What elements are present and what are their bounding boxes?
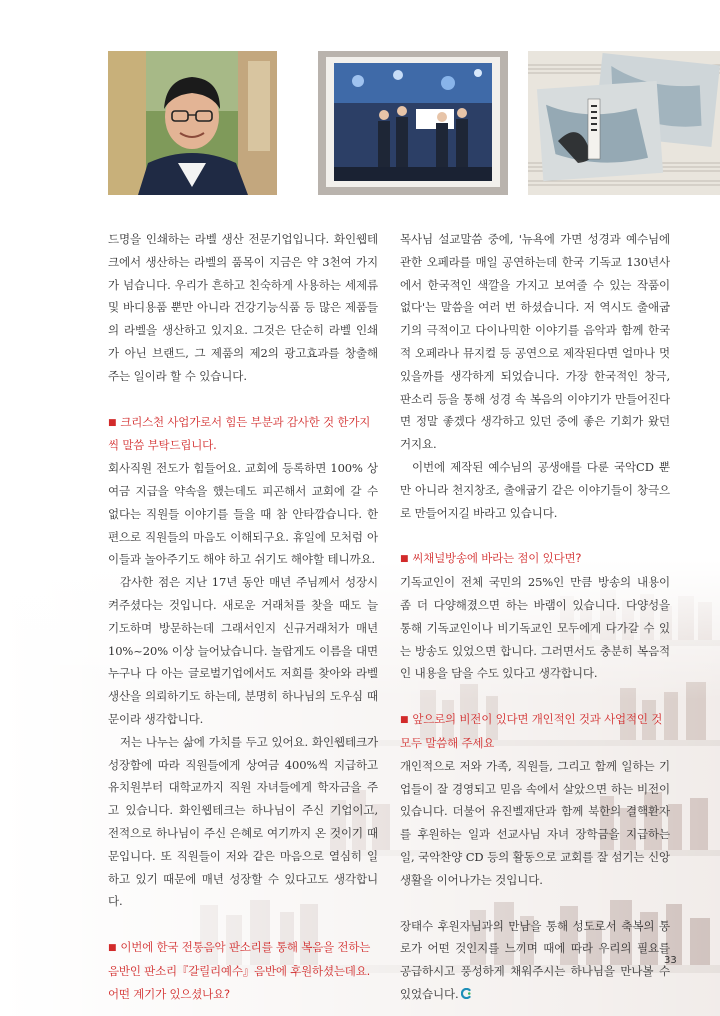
question-text: 씨채널방송에 바라는 점이 있다면? (412, 551, 582, 566)
photo-portrait (108, 51, 277, 195)
closing-text: 장태수 후원자님과의 만남을 통해 성도로서 축복의 통로가 어떤 것인지를 느끼며 때에 따라 우리의 필요를 공급하시고 풍성하게 채워주시는 하나님을 만나볼 수 있었습니다. (400, 918, 670, 1001)
body-paragraph: 기독교인이 전체 국민의 25%인 만큼 방송의 내용이 좀 더 다양해졌으면 하는 바램이 있습니다. 다양성을 통해 기독교인이나 비기독교인 모두에게 다가갈 수 있는 방송도 있었으면 합니다. 그러면서도 충분히 복음적인 내용을 담을 수도 있다고 생각합니다. (400, 575, 670, 681)
c-channel-logo-icon (461, 988, 472, 999)
body-paragraph (400, 915, 670, 1006)
question-heading (108, 411, 378, 458)
body-paragraph: 드명을 인쇄하는 라벨 생산 전문기업입니다. 화인웹테크에서 생산하는 라벨의 품목이 지금은 약 3천여 가지가 넘습니다. 우리가 흔하고 친숙하게 사용하는 세제류 및 바디용품 뿐만 아니라 건강기능식품 등 많은 제품들의 라벨을 생산하고 있지요. 그것은 단순히 라벨 인쇄가 아닌 브랜드, 그 제품의 제2의 광고효과를 창출해 주는 일이라 할 수 있습니다. (108, 232, 378, 383)
question-heading (400, 547, 670, 571)
question-square-icon: ■ (108, 943, 117, 954)
question-text: 크리스천 사업가로서 힘든 부분과 감사한 것 한가지씩 말씀 부탁드립니다. (108, 414, 371, 453)
body-paragraph: 감사한 점은 지난 17년 동안 매년 주님께서 성장시켜주셨다는 것입니다. 새로운 거래처를 찾을 때도 늘 기도하며 방문하는데 그래서인지 신규거래처가 매년 10%~20% 이상 늘어났습니다. 놀랍게도 이름을 대면 누구나 다 아는 글로벌기업에서도 저희를 찾아와 라벨 생산을 의뢰하기도 하는데, 분명히 하나님의 도우심 때문이라 생각합니다. (108, 575, 378, 726)
photo-cd-album (528, 51, 720, 195)
page-number: 33 (664, 955, 677, 966)
question-square-icon: ■ (108, 417, 117, 428)
photo-award-ceremony (318, 51, 508, 195)
question-text: 앞으로의 비전이 있다면 개인적인 것과 사업적인 것 모두 말씀해 주세요 (400, 712, 663, 750)
question-text: 이번에 한국 전통음악 판소리를 통해 복음을 전하는 음반인 판소리『갈릴리예수』음반에 후원하셨는데요. 어떤 계기가 있으셨나요? (108, 940, 371, 1001)
question-heading (108, 936, 378, 1005)
question-square-icon: ■ (400, 715, 409, 726)
article-column-right (400, 228, 670, 1006)
body-paragraph: 개인적으로 저와 가족, 직원들, 그리고 함께 일하는 기업들이 잘 경영되고 믿음 속에서 살았으면 하는 비전이 있습니다. 더불어 유진벨재단과 함께 북한의 결핵환자를 후원하는 일과 선교사님 자녀 장학금을 지급하는 일, 국악찬양 CD 등의 활동으로 교회를 잘 섬기는 신앙생활을 이어나가는 것입니다. (400, 758, 670, 887)
body-paragraph: 이번에 제작된 예수님의 공생애를 다룬 국악CD 뿐만 아니라 천지창조, 출애굽기 같은 이야기들이 창극으로 만들어지길 바라고 있습니다. (400, 459, 670, 520)
body-paragraph: 목사님 설교말씀 중에, '뉴욕에 가면 성경과 예수님에 관한 오페라를 매일 공연하는데 한국 기독교 130년사에서 한국적인 색깔을 가지고 보여줄 수 있는 작품이 없다'는 말씀을 여러 번 하셨습니다. 저 역시도 출애굽기의 극적이고 다이나믹한 이야기를 음악과 함께 한국적 오페라나 뮤지컬 등 공연으로 제작된다면 얼마나 멋있을까를 생각하게 되었습니다. 가장 한국적인 창극, 판소리 등을 통해 성경 속 복음의 이야기가 만들어진다면 정말 좋겠다 생각하고 있던 중에 좋은 기회가 왔던 거지요. (400, 232, 670, 452)
question-square-icon: ■ (400, 554, 409, 565)
article-column-left (108, 228, 378, 1006)
question-heading (400, 708, 670, 755)
body-paragraph: 저는 나누는 삶에 가치를 두고 있어요. 화인웹테크가 성장함에 따라 직원들에게 상여금 400%씩 지급하고 유치원부터 대학교까지 직원 자녀들에게 학자금을 주고 있습니다. 화인웹테크는 하나님이 주신 기업이고, 전적으로 하나님이 주신 은혜로 여기까지 온 것이기 때문입니다. 또 직원들이 저와 같은 마음으로 열심히 일하고 있기 때문에 매년 성장할 수 있다고도 생각합니다. (108, 734, 378, 909)
body-paragraph: 회사직원 전도가 힘들어요. 교회에 등록하면 100% 상여금 지급을 약속을 했는데도 피곤해서 교회에 갈 수 없다는 직원들 이야기를 들을 때 참 안타깝습니다. 한편으로 직원들의 마음도 이해되구요. 휴일에 모처럼 아이들과 놀아주기도 해야 하고 쉬기도 해야할 테니까요. (108, 461, 378, 567)
